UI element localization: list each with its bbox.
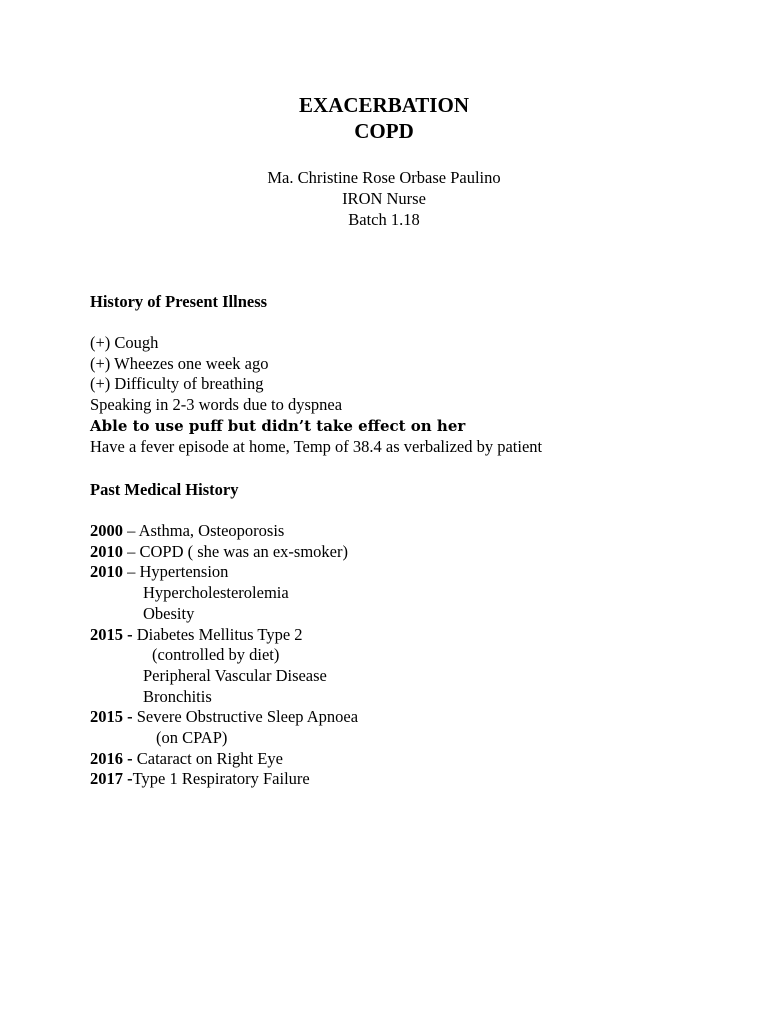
pmh-year: 2015 — [90, 707, 123, 727]
pmh-text: COPD ( she was an ex-smoker) — [139, 541, 348, 561]
pmh-entry — [90, 707, 730, 728]
pmh-separator: - — [123, 624, 137, 644]
pmh-separator: - — [123, 707, 137, 727]
pmh-section — [90, 479, 730, 790]
pmh-continuation: Obesity — [143, 603, 195, 623]
hpi-item: (+) Wheezes one week ago — [90, 353, 269, 373]
pmh-text: Diabetes Mellitus Type 2 — [136, 624, 303, 644]
pmh-text: Type 1 Respiratory Failure — [132, 769, 310, 789]
pmh-year: 2010 — [90, 541, 123, 561]
pmh-separator: – — [123, 521, 139, 540]
pmh-entry — [90, 542, 730, 563]
author-batch: Batch 1.18 — [348, 210, 420, 229]
title-line-2: COPD — [354, 119, 414, 143]
pmh-year: 2015 — [90, 624, 123, 644]
pmh-year: 2000 — [90, 521, 123, 540]
pmh-text: Asthma, Osteoporosis — [138, 521, 285, 540]
pmh-separator: - — [123, 748, 137, 768]
pmh-year: 2016 — [90, 748, 123, 768]
hpi-section — [90, 291, 730, 457]
hpi-item: Have a fever episode at home, Temp of 38.4 as verbalized by patient — [90, 436, 543, 456]
pmh-continuation: Bronchitis — [143, 686, 212, 706]
author-role: IRON Nurse — [342, 189, 426, 208]
title-line-1: EXACERBATION — [299, 93, 469, 117]
hpi-heading: History of Present Illness — [90, 292, 268, 311]
hpi-item: Speaking in 2-3 words due to dyspnea — [90, 395, 343, 415]
pmh-separator: – — [123, 562, 140, 582]
pmh-entry — [90, 769, 730, 790]
pmh-continuation: Hypercholesterolemia — [143, 583, 289, 603]
pmh-year: 2010 — [90, 562, 123, 582]
pmh-entry — [90, 521, 730, 542]
pmh-separator: - — [123, 769, 133, 789]
pmh-separator: – — [123, 541, 140, 561]
pmh-text: Severe Obstructive Sleep Apnoea — [136, 707, 359, 727]
author-block — [0, 167, 768, 230]
author-name: Ma. Christine Rose Orbase Paulino — [267, 168, 501, 187]
hpi-item-emphasis: Able to use puff but didn’t take effect on her — [90, 416, 466, 435]
pmh-text: Hypertension — [139, 562, 229, 582]
pmh-continuation: (controlled by diet) — [152, 645, 280, 665]
pmh-continuation: Peripheral Vascular Disease — [143, 665, 327, 685]
pmh-heading: Past Medical History — [90, 480, 239, 499]
pmh-continuation: (on CPAP) — [156, 728, 228, 748]
pmh-entry — [90, 625, 730, 646]
pmh-text: Cataract on Right Eye — [136, 748, 283, 768]
pmh-year: 2017 — [90, 769, 123, 789]
hpi-item: (+) Cough — [90, 333, 159, 352]
pmh-entry — [90, 749, 730, 770]
document-title — [0, 92, 768, 144]
hpi-item: (+) Difficulty of breathing — [90, 374, 264, 394]
pmh-entry — [90, 562, 730, 583]
